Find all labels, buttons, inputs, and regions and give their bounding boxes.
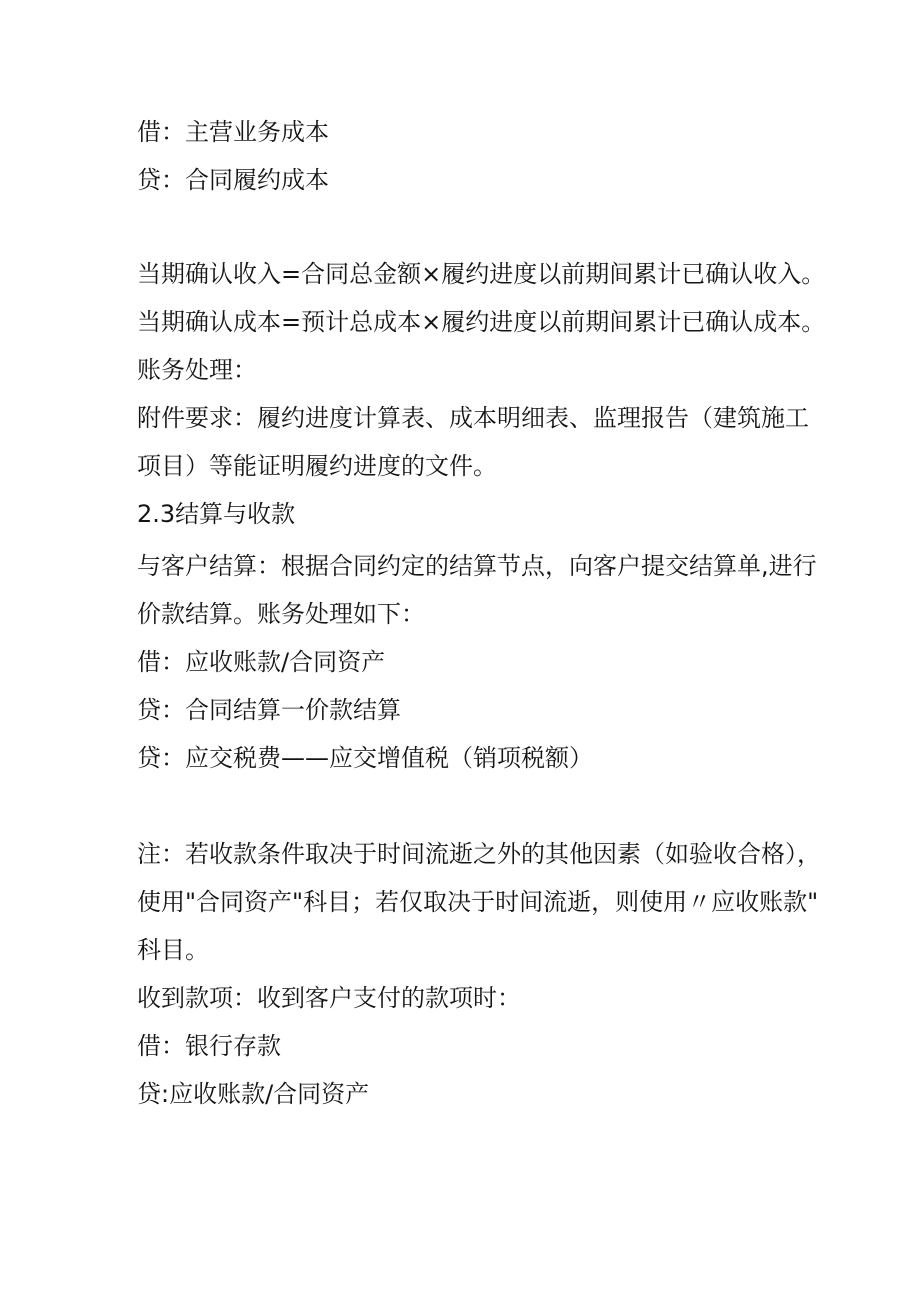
credit-receivable-contract-asset: 贷:应收账款/合同资产 xyxy=(137,1080,370,1108)
attachment-requirements-line-2: 项目）等能证明履约进度的文件。 xyxy=(137,452,497,480)
note-line-2: 使用"合同资产"科目；若仅取决于时间流逝，则使用〃应收账款" xyxy=(137,888,819,916)
formula-current-revenue: 当期确认收入=合同总金额×履约进度以前期间累计已确认收入。 xyxy=(137,260,826,288)
receipt-label: 收到款项：收到客户支付的款项时： xyxy=(137,984,521,1012)
customer-settlement-line-2: 价款结算。账务处理如下： xyxy=(137,600,425,628)
formula-current-cost: 当期确认成本=预计总成本×履约进度以前期间累计已确认成本。 xyxy=(137,308,826,336)
customer-settlement-line-1: 与客户结算：根据合同约定的结算节点，向客户提交结算单,进行 xyxy=(137,552,817,580)
section-heading-settlement: 2.3结算与收款 xyxy=(137,500,296,528)
note-line-1: 注：若收款条件取决于时间流逝之外的其他因素（如验收合格）， xyxy=(137,840,821,868)
credit-contract-fulfillment-cost: 贷：合同履约成本 xyxy=(137,166,329,194)
credit-vat-output: 贷：应交税费——应交增值税（销项税额） xyxy=(137,744,593,772)
note-line-3: 科目。 xyxy=(137,936,209,964)
attachment-requirements-line-1: 附件要求：履约进度计算表、成本明细表、监理报告（建筑施工 xyxy=(137,404,809,432)
credit-contract-settlement: 贷：合同结算一价款结算 xyxy=(137,696,401,724)
accounting-treatment-label: 账务处理： xyxy=(137,356,257,384)
debit-bank-deposit: 借：银行存款 xyxy=(137,1032,281,1060)
debit-receivable-contract-asset: 借：应收账款/合同资产 xyxy=(137,648,386,676)
debit-main-business-cost: 借：主营业务成本 xyxy=(137,118,329,146)
